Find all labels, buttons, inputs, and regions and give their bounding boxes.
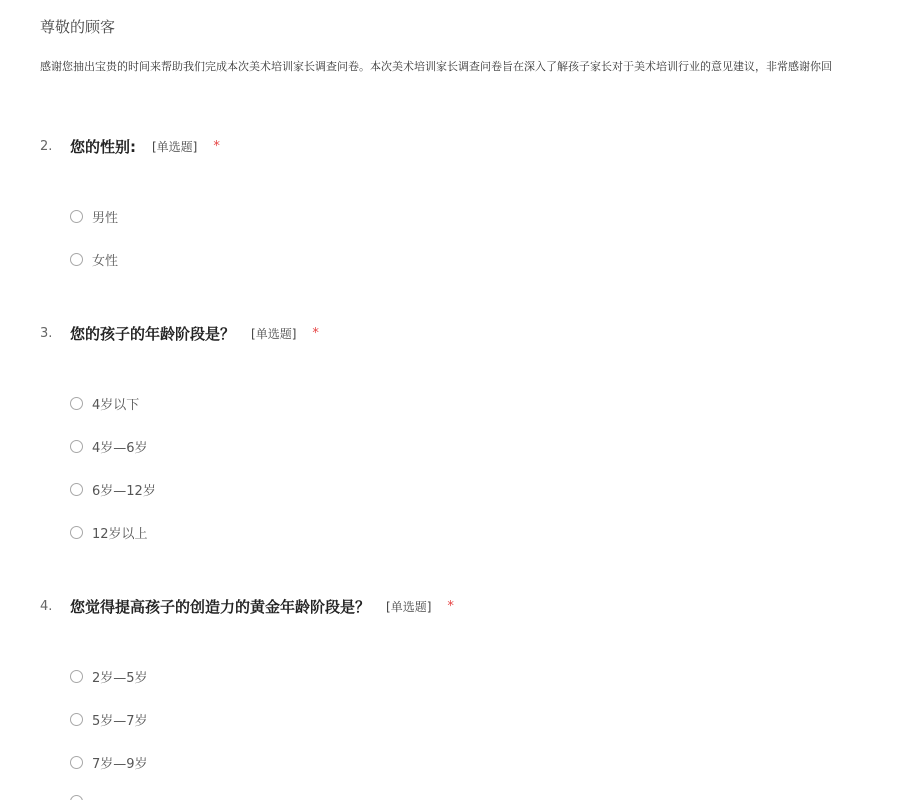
question-title: 您觉得提高孩子的创造力的黄金年龄阶段是？	[70, 597, 371, 616]
question-type-label: [单选题]	[251, 326, 297, 341]
question-header	[40, 322, 319, 344]
option-under-4[interactable]	[70, 393, 139, 413]
option-over-12[interactable]	[70, 522, 148, 542]
radio-unchecked-icon[interactable]	[70, 795, 83, 800]
question-header	[40, 135, 220, 157]
survey-intro-text: 感谢您抽出宝贵的时间来帮助我们完成本次美术培训家长调查问卷。本次美术培训家长调查问卷旨在深入了解孩子家长对于美术培训行业的意见建议，非常感谢你回	[40, 60, 832, 73]
radio-unchecked-icon[interactable]	[70, 440, 83, 453]
option-4-to-6[interactable]	[70, 436, 148, 456]
survey-greeting: 尊敬的顾客	[40, 18, 116, 36]
question-number: 4.	[40, 598, 53, 614]
question-number: 2.	[40, 138, 53, 154]
option-male[interactable]	[70, 206, 118, 226]
question-number: 3.	[40, 325, 53, 341]
option-6-to-12[interactable]	[70, 479, 156, 499]
option-female[interactable]	[70, 249, 118, 269]
required-marker: *	[213, 138, 220, 154]
question-title: 您的性别:	[70, 137, 136, 156]
option-7-to-9[interactable]	[70, 752, 148, 772]
option-label: 4岁以下	[92, 397, 140, 413]
option-label: 7岁—9岁	[92, 756, 148, 772]
option-label: 5岁—7岁	[92, 713, 148, 729]
radio-unchecked-icon[interactable]	[70, 526, 83, 539]
option-label: 女性	[92, 253, 119, 269]
option-label: 12岁以上	[92, 526, 148, 542]
option-label: 4岁—6岁	[92, 440, 148, 456]
radio-unchecked-icon[interactable]	[70, 483, 83, 496]
radio-unchecked-icon[interactable]	[70, 670, 83, 683]
option-label: 男性	[92, 210, 119, 226]
radio-unchecked-icon[interactable]	[70, 713, 83, 726]
required-marker: *	[447, 598, 454, 614]
radio-unchecked-icon[interactable]	[70, 756, 83, 769]
required-marker: *	[312, 325, 319, 341]
question-title: 您的孩子的年龄阶段是？	[70, 324, 236, 343]
question-type-label: [单选题]	[386, 599, 432, 614]
question-type-label: [单选题]	[152, 139, 198, 154]
option-label: 6岁—12岁	[92, 483, 156, 499]
option-2-to-5[interactable]	[70, 666, 148, 686]
option-partial[interactable]	[70, 791, 92, 800]
question-header	[40, 595, 454, 617]
option-label: 2岁—5岁	[92, 670, 148, 686]
option-5-to-7[interactable]	[70, 709, 148, 729]
radio-unchecked-icon[interactable]	[70, 210, 83, 223]
radio-unchecked-icon[interactable]	[70, 397, 83, 410]
radio-unchecked-icon[interactable]	[70, 253, 83, 266]
